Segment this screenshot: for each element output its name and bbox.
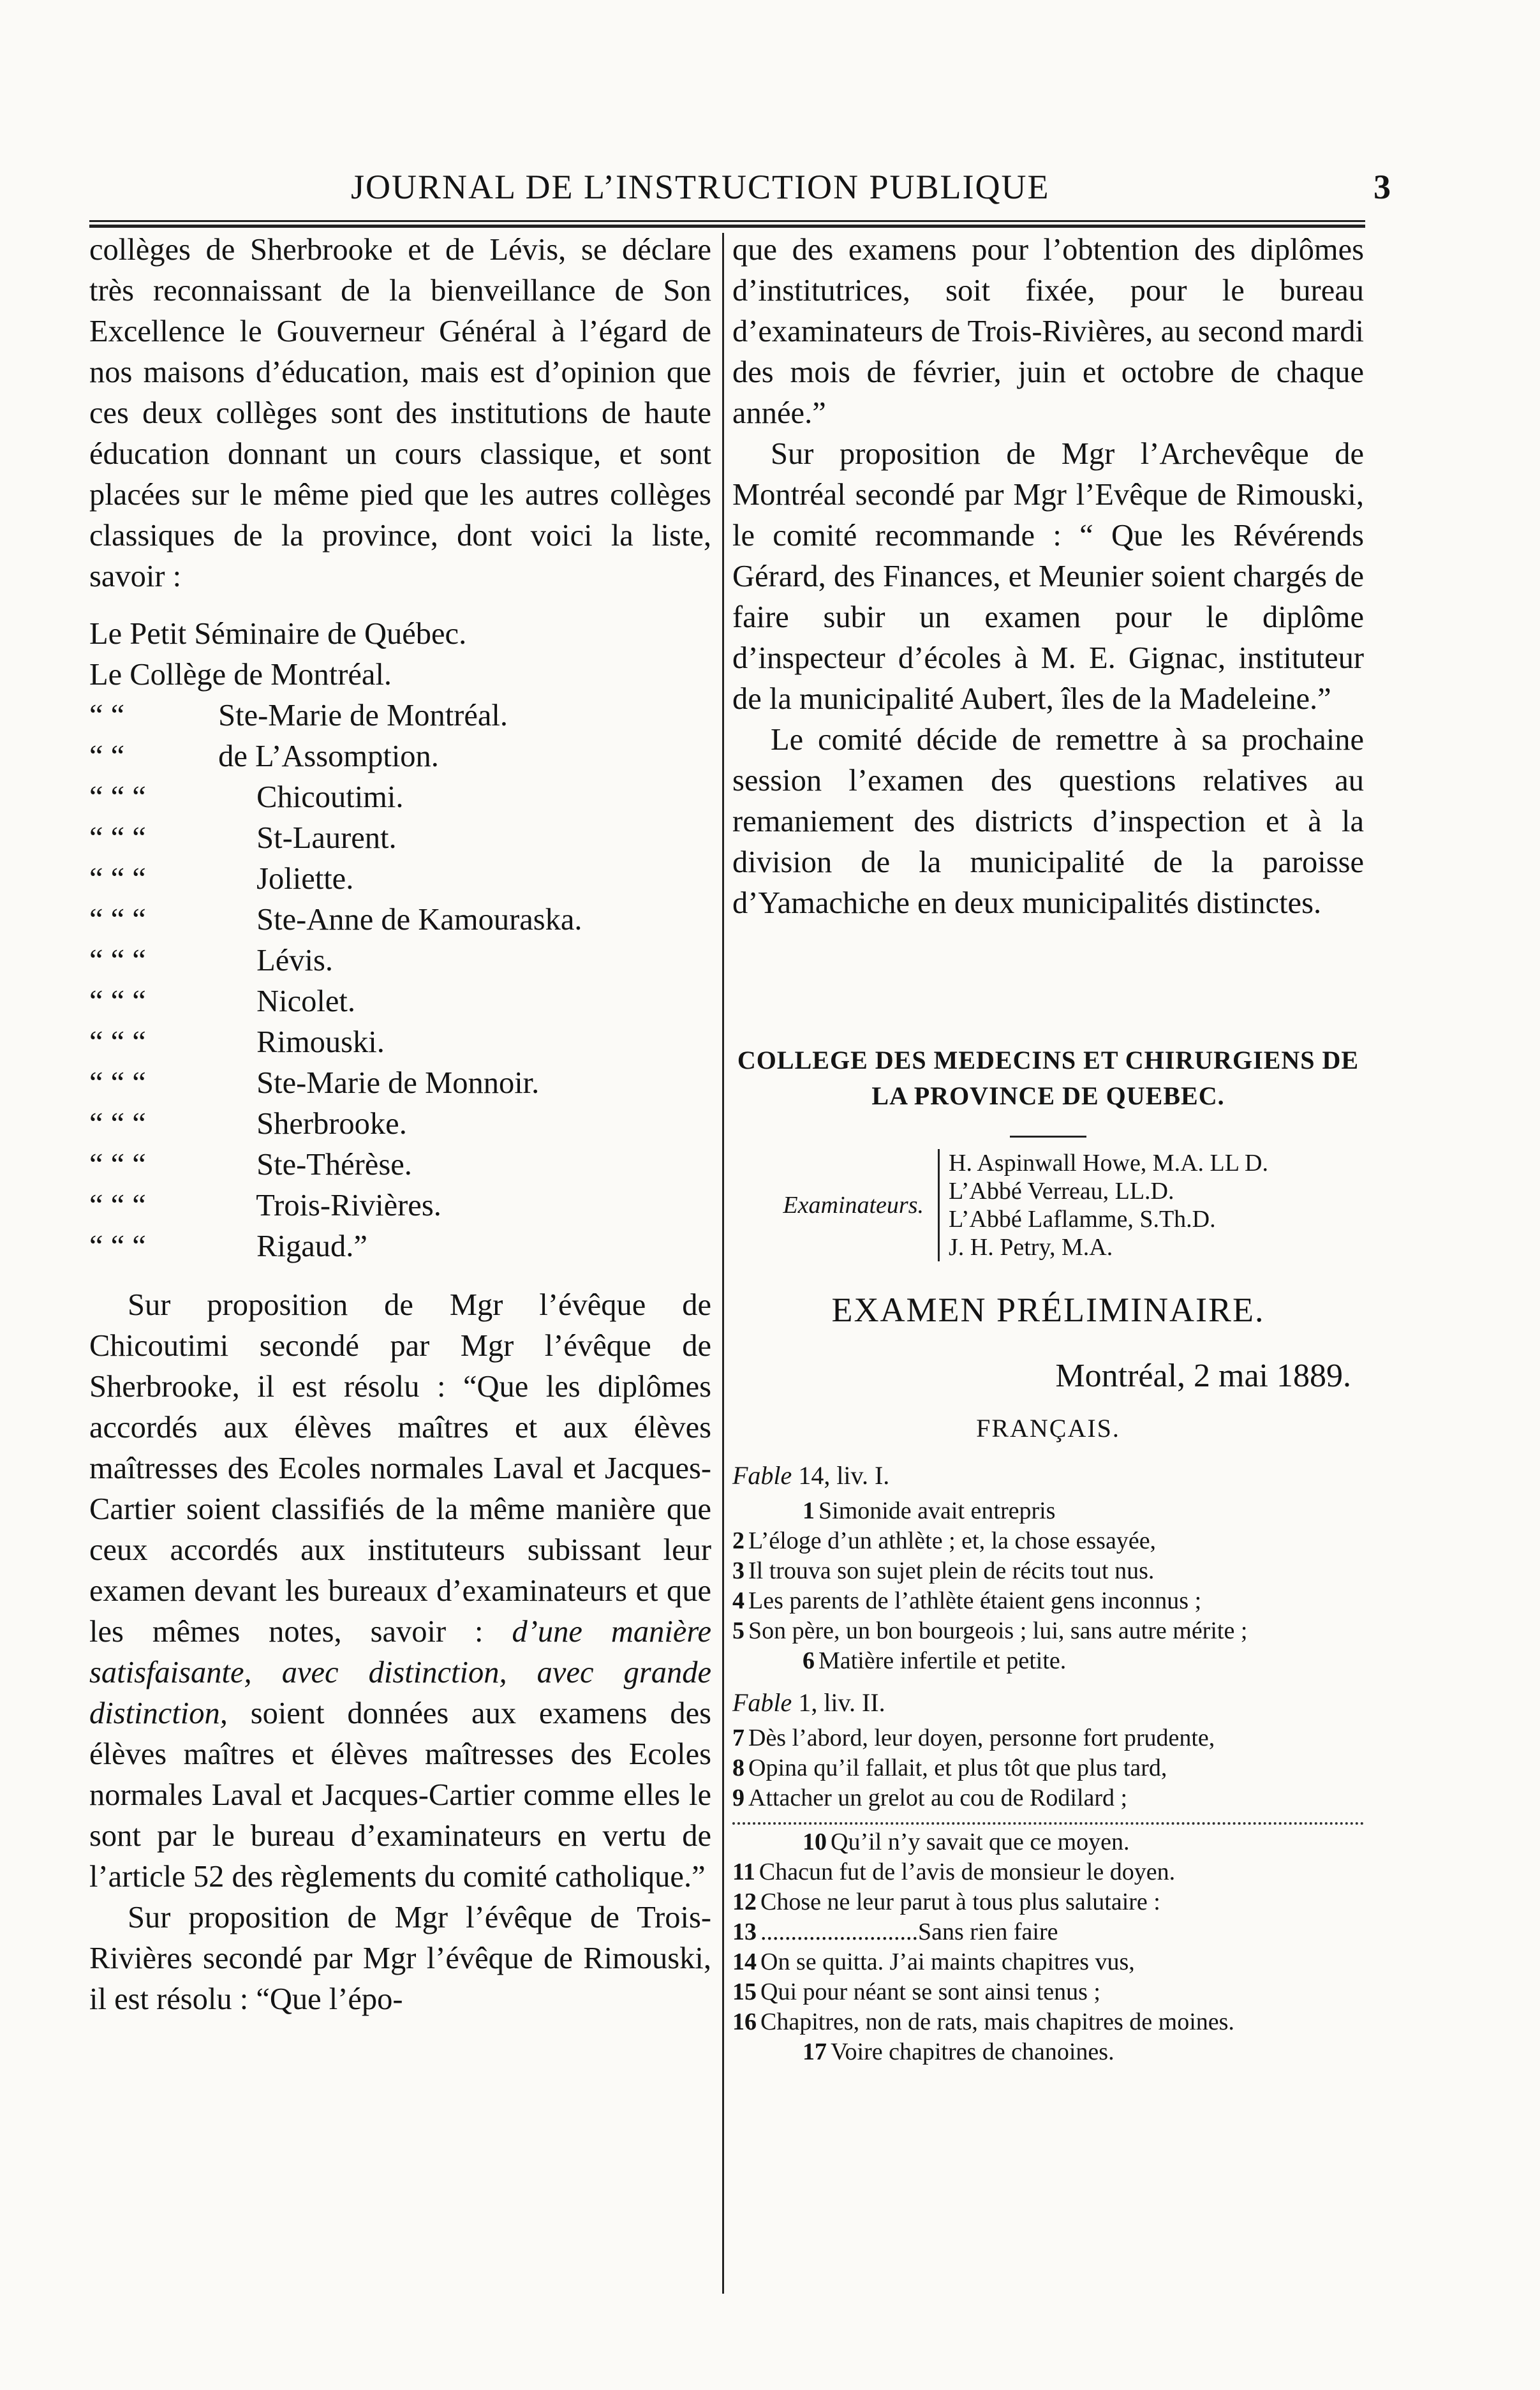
examiners-block: [732, 1149, 1364, 1261]
verse-text: Voire chapitres de chanoines.: [831, 2038, 1114, 2065]
verse-text: Opina qu’il fallait, et plus tôt que plus tard,: [748, 1755, 1167, 1781]
verse-line: [732, 2037, 1364, 2067]
college-name: Ste-Marie de Montréal.: [218, 699, 508, 732]
verse-number: 7: [732, 1725, 744, 1751]
verse-line: [732, 1646, 1364, 1676]
verse-line: [732, 1526, 1364, 1556]
college-name: Le Petit Séminaire de Québec.: [89, 617, 467, 651]
verse-number: 15: [732, 1978, 757, 2005]
running-title: JOURNAL DE L’INSTRUCTION PUBLIQUE: [351, 168, 1050, 206]
resolution-diplomas-paragraph: [89, 1285, 711, 1897]
college-prefix: “ “ “: [89, 1189, 146, 1222]
verse-number: 1: [803, 1497, 815, 1524]
college-list-item: [89, 1226, 711, 1267]
committee-decision-paragraph: Le comité décide de remettre à sa prochaine session l’examen des questions relatives au remaniement des districts d’inspection et à la division de la municipalité de la paroisse d’Yamachiche en deux municipalités distinctes.: [732, 723, 1364, 920]
page-header: [191, 165, 1391, 209]
verse-line: [732, 1887, 1364, 1917]
college-prefix: “ “ “: [89, 862, 146, 896]
college-heading-line-2: LA PROVINCE DE QUEBEC.: [871, 1081, 1225, 1110]
verse-text: L’éloge d’un athlète ; et, la chose essayée,: [748, 1527, 1157, 1554]
verse-line: [732, 1857, 1364, 1887]
resolution-diplomas-italic: d’une manière satisfaisante, avec distinction, avec grande distinction,: [89, 1615, 711, 1730]
college-prefix: “ “ “: [89, 1229, 146, 1263]
verse-line: [732, 1947, 1364, 1977]
college-list-item: [89, 1104, 711, 1145]
examiner-name: J. H. Petry, M.A.: [949, 1234, 1113, 1261]
verse-line: [732, 2007, 1364, 2037]
elision-divider: [732, 1822, 1364, 1825]
college-list-item: [89, 981, 711, 1022]
college-prefix: “ “: [89, 699, 125, 732]
page-number: 3: [1373, 168, 1391, 206]
verse-number: 17: [803, 2038, 827, 2065]
fable-label: Fable: [732, 1461, 792, 1490]
verse-line: [732, 1496, 1364, 1526]
verse-number: 4: [732, 1587, 744, 1614]
college-prefix: “ “ “: [89, 944, 146, 977]
college-list-item: [89, 614, 711, 655]
college-name: Sherbrooke.: [256, 1107, 407, 1141]
college-name: Trois-Rivières.: [256, 1189, 441, 1222]
college-name: Joliette.: [256, 862, 354, 896]
verse-number: 12: [732, 1889, 757, 1915]
verse-line: [732, 1556, 1364, 1586]
college-list-item: [89, 940, 711, 981]
resolution-epoch-paragraph: Sur proposition de Mgr l’évêque de Trois-Rivières secondé par Mgr l’évêque de Rimouski, il est résolu : “Que l’épo-: [89, 1901, 711, 2016]
header-rule-thick: [89, 225, 1365, 228]
college-prefix: “ “ “: [89, 984, 146, 1018]
exam-date-line: Montréal, 2 mai 1889.: [1055, 1358, 1351, 1394]
exam-title: EXAMEN PRÉLIMINAIRE.: [831, 1291, 1265, 1329]
verse-line: [732, 1783, 1364, 1813]
college-prefix: “ “ “: [89, 821, 146, 855]
verse-text: Attacher un grelot au cou de Rodilard ;: [748, 1785, 1128, 1811]
college-list-item: [89, 695, 711, 736]
college-list-item: [89, 736, 711, 777]
verse-number: 3: [732, 1557, 744, 1584]
verse-text: Il trouva son sujet plein de récits tout nus.: [748, 1557, 1155, 1584]
left-column: [89, 230, 711, 2020]
fable-number: 14, liv. I.: [792, 1461, 890, 1490]
verse-number: 16: [732, 2008, 757, 2035]
college-name: Nicolet.: [256, 984, 356, 1018]
column-divider: [722, 233, 724, 2294]
verse-text: On se quitta. J’ai maints chapitres vus,: [760, 1948, 1135, 1975]
examiner-name: L’Abbé Laflamme, S.Th.D.: [949, 1206, 1216, 1233]
college-heading: [732, 1043, 1364, 1114]
verse-line: [732, 1753, 1364, 1783]
college-list-item: [89, 818, 711, 859]
verse-number: 9: [732, 1785, 744, 1811]
verse-line: [732, 1827, 1364, 1857]
college-list-item: [89, 1063, 711, 1104]
verse-text: ..........................Sans rien faire: [760, 1919, 1058, 1945]
verse-line: [732, 1616, 1364, 1646]
fable-reference: [732, 1682, 1364, 1723]
fable-reference: [732, 1455, 1364, 1496]
verse-text: Son père, un bon bourgeois ; lui, sans autre mérite ;: [748, 1617, 1248, 1644]
college-prefix: “ “ “: [89, 903, 146, 937]
verse-line: [732, 1586, 1364, 1616]
verse-text: Chose ne leur parut à tous plus salutaire :: [760, 1889, 1160, 1915]
verse-number: 5: [732, 1617, 744, 1644]
college-name: Rigaud.”: [256, 1229, 367, 1263]
college-name: Ste-Marie de Monnoir.: [256, 1066, 540, 1100]
subject-heading: FRANÇAIS.: [976, 1414, 1120, 1443]
college-list-item: [89, 1185, 711, 1226]
examiner-name: L’Abbé Verreau, LL.D.: [949, 1178, 1174, 1205]
college-prefix: “ “ “: [89, 1148, 146, 1182]
college-list-item: [89, 859, 711, 900]
college-name: Lévis.: [256, 944, 334, 977]
verse-line: [732, 1977, 1364, 2007]
inspector-exam-paragraph: Sur proposition de Mgr l’Archevêque de Montréal secondé par Mgr l’Evêque de Rimouski, le comité recommande : “ Que les Révérends Gérard, des Finances, et Meunier soient chargés de faire subir un examen pour le diplôme d’inspecteur d’écoles à M. E. Gignac, instituteur de la municipalité Aubert, îles de la Madeleine.”: [732, 437, 1364, 716]
verse-number: 13: [732, 1919, 757, 1945]
college-list-item: [89, 1022, 711, 1063]
college-list-item: [89, 777, 711, 818]
college-name: Rimouski.: [256, 1025, 385, 1059]
college-list: [89, 614, 711, 1267]
college-prefix: “ “ “: [89, 1066, 146, 1100]
resolution-colleges-paragraph: collèges de Sherbrooke et de Lévis, se déclare très reconnaissant de la bienveillance de Son Excellence le Gouverneur Général à l’égard de nos maisons d’éducation, mais est d’opinion que ces deux collèges sont des institutions de haute éducation donnant un cours classique, et sont placées sur le même pied que les autres collèges classiques de la province, dont voici la liste, savoir :: [89, 233, 711, 593]
college-list-item: [89, 900, 711, 940]
college-name: Ste-Thérèse.: [256, 1148, 412, 1182]
resolution-diplomas-text-end: soient données aux examens des élèves maîtres et élèves maîtresses des Ecoles normales Laval et Jacques-Cartier comme elles le sont par le bureau d’examinateurs en vertu de l’article 52 des règlements du comité catholique.”: [89, 1696, 711, 1894]
verse-text: Dès l’abord, leur doyen, personne fort prudente,: [748, 1725, 1215, 1751]
verse-number: 14: [732, 1948, 757, 1975]
resolution-diplomas-text: Sur proposition de Mgr l’évêque de Chicoutimi secondé par Mgr l’évêque de Sherbrooke, il est résolu : “Que les diplômes accordés aux élèves maîtres et aux élèves maîtresses des Ecoles normales Laval et Jacques-Cartier soient classifiés de la même manière que ceux accordés aux instituteurs subissant leur examen devant les bureaux d’examinateurs et que les mêmes notes, savoir :: [89, 1288, 711, 1649]
college-prefix: “ “ “: [89, 1107, 146, 1141]
fable-label: Fable: [732, 1688, 792, 1717]
college-name: de L’Assomption.: [218, 739, 439, 773]
college-prefix: “ “ “: [89, 780, 146, 814]
verse-number: 8: [732, 1755, 744, 1781]
college-name: Chicoutimi.: [256, 780, 404, 814]
college-prefix: “ “ “: [89, 1025, 146, 1059]
verse-text: Qui pour néant se sont ainsi tenus ;: [760, 1978, 1100, 2005]
college-name: St-Laurent.: [256, 821, 397, 855]
verse-line: [732, 1917, 1364, 1947]
verse-text: Les parents de l’athlète étaient gens inconnus ;: [748, 1587, 1202, 1614]
college-prefix: “ “: [89, 739, 125, 773]
college-heading-line-1: COLLEGE DES MEDECINS ET CHIRURGIENS DE: [737, 1046, 1359, 1074]
verse-text: Matière infertile et petite.: [818, 1647, 1067, 1674]
verse-line: [732, 1723, 1364, 1753]
verse-text: Simonide avait entrepris: [818, 1497, 1056, 1524]
examiner-name: H. Aspinwall Howe, M.A. LL D.: [949, 1150, 1268, 1176]
verse-number: 6: [803, 1647, 815, 1674]
examiners-label: Examinateurs.: [783, 1192, 924, 1219]
verse-number: 11: [732, 1859, 755, 1885]
verse-text: Chacun fut de l’avis de monsieur le doyen.: [759, 1859, 1176, 1885]
verse-text: Qu’il n’y savait que ce moyen.: [831, 1829, 1130, 1855]
verse-number: 10: [803, 1829, 827, 1855]
verse-text: Chapitres, non de rats, mais chapitres de moines.: [760, 2008, 1234, 2035]
college-name: Le Collège de Montréal.: [89, 658, 392, 692]
college-list-item: [89, 1145, 711, 1185]
exam-date-paragraph: que des examens pour l’obtention des diplômes d’institutrices, soit fixée, pour le bureau d’examinateurs de Trois-Rivières, au second mardi des mois de février, juin et octobre de chaque année.”: [732, 233, 1364, 430]
verse-number: 2: [732, 1527, 744, 1554]
college-list-item: [89, 655, 711, 695]
right-column: [732, 230, 1364, 2067]
header-rule-thin: [89, 220, 1365, 222]
college-name: Ste-Anne de Kamouraska.: [256, 903, 582, 937]
section-rule: [1010, 1136, 1086, 1138]
examiners-list: [938, 1149, 1268, 1261]
fable-number: 1, liv. II.: [792, 1688, 885, 1717]
